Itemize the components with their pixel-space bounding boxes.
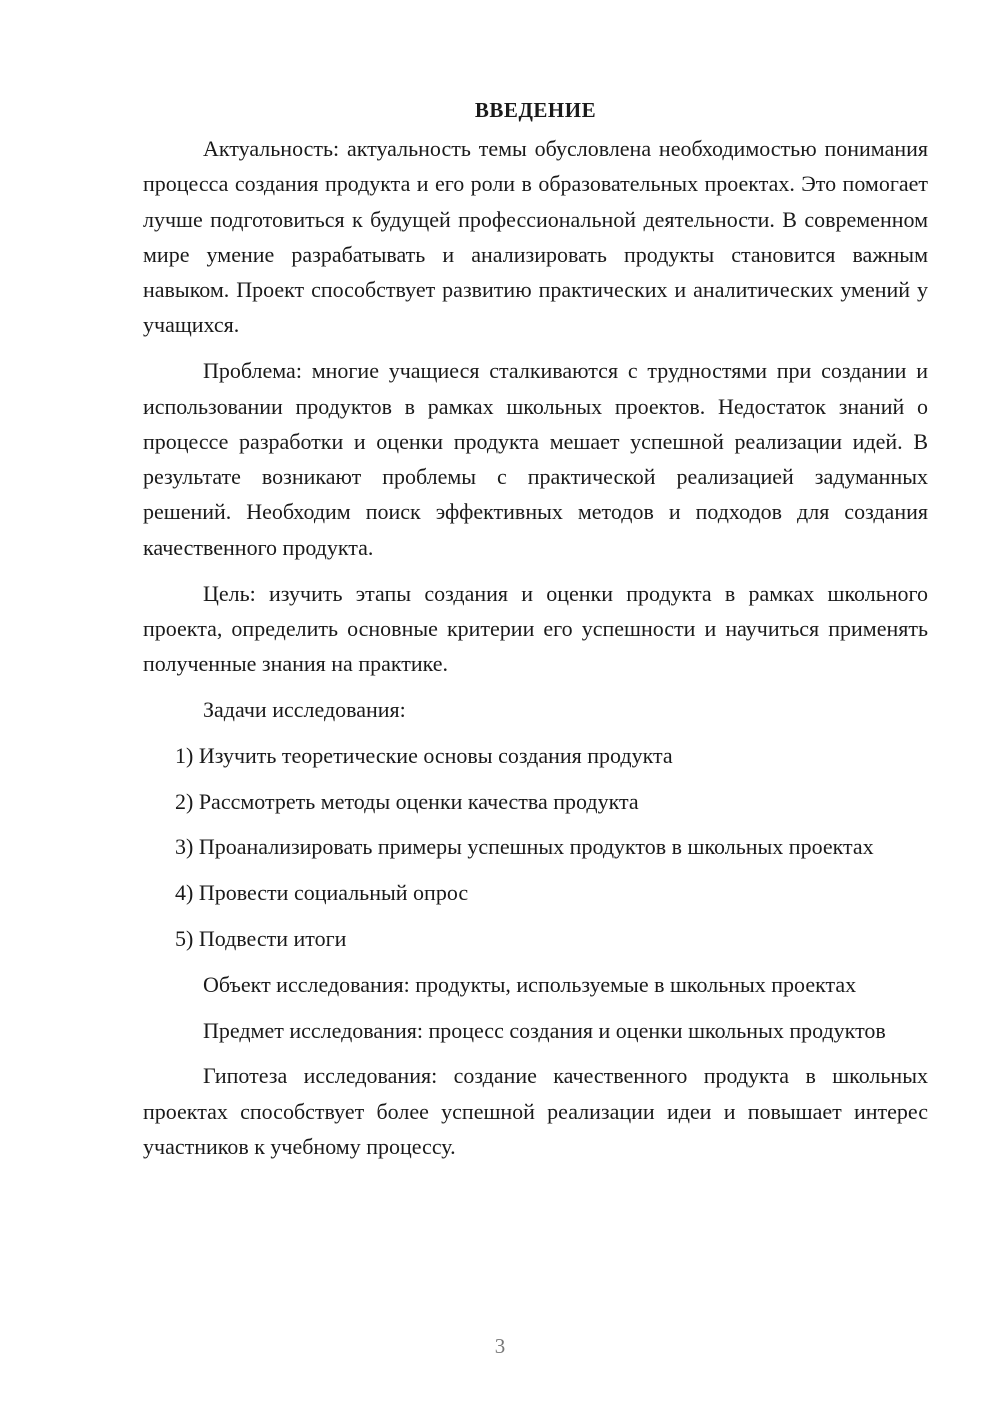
goal-paragraph: Цель: изучить этапы создания и оценки продукта в рамках школьного проекта, определить основные критерии его успешности и научиться применять полученные знания на практике. [143,580,928,677]
task-item-4: 4) Провести социальный опрос [175,880,469,906]
hypothesis-paragraph: Гипотеза исследования: создание качественного продукта в школьных проектах способствует более успешной реализации идеи и повышает интерес участников к учебному процессу. [143,1063,928,1159]
task-item-2: 2) Рассмотреть методы оценки качества продукта [175,788,639,814]
subject-paragraph: Предмет исследования: процесс создания и оценки школьных продуктов [203,1017,886,1043]
task-item-5: 5) Подвести итоги [175,925,347,951]
section-title: ВВЕДЕНИЕ [474,98,597,122]
page-number: 3 [494,1334,506,1358]
object-paragraph: Объект исследования: продукты, используемые в школьных проектах [203,971,857,997]
task-item-3: 3) Проанализировать примеры успешных продуктов в школьных проектах [175,834,874,860]
problem-paragraph: Проблема: многие учащиеся сталкиваются с трудностями при создании и использовании продуктов в рамках школьных проектов. Недостаток знаний о процессе разработки и оценки продукта мешает успешной реализации идей. В результате возникают проблемы с практической реализацией задуманных решений. Необходим поиск эффективных методов и подходов для создания качественного продукта. [143,358,928,560]
document-page [143,95,928,1164]
tasks-heading: Задачи исследования: [203,696,406,722]
relevance-paragraph: Актуальность: актуальность темы обусловлена необходимостью понимания процесса создания продукта и его роли в образовательных проектах. Это помогает лучше подготовиться к будущей профессиональной деятельности. В современном мире умение разрабатывать и анализировать продукты становится важным навыком. Проект способствует развитию практических и аналитических умений у учащихся. [143,136,928,338]
task-item-1: 1) Изучить теоретические основы создания продукта [175,742,673,768]
